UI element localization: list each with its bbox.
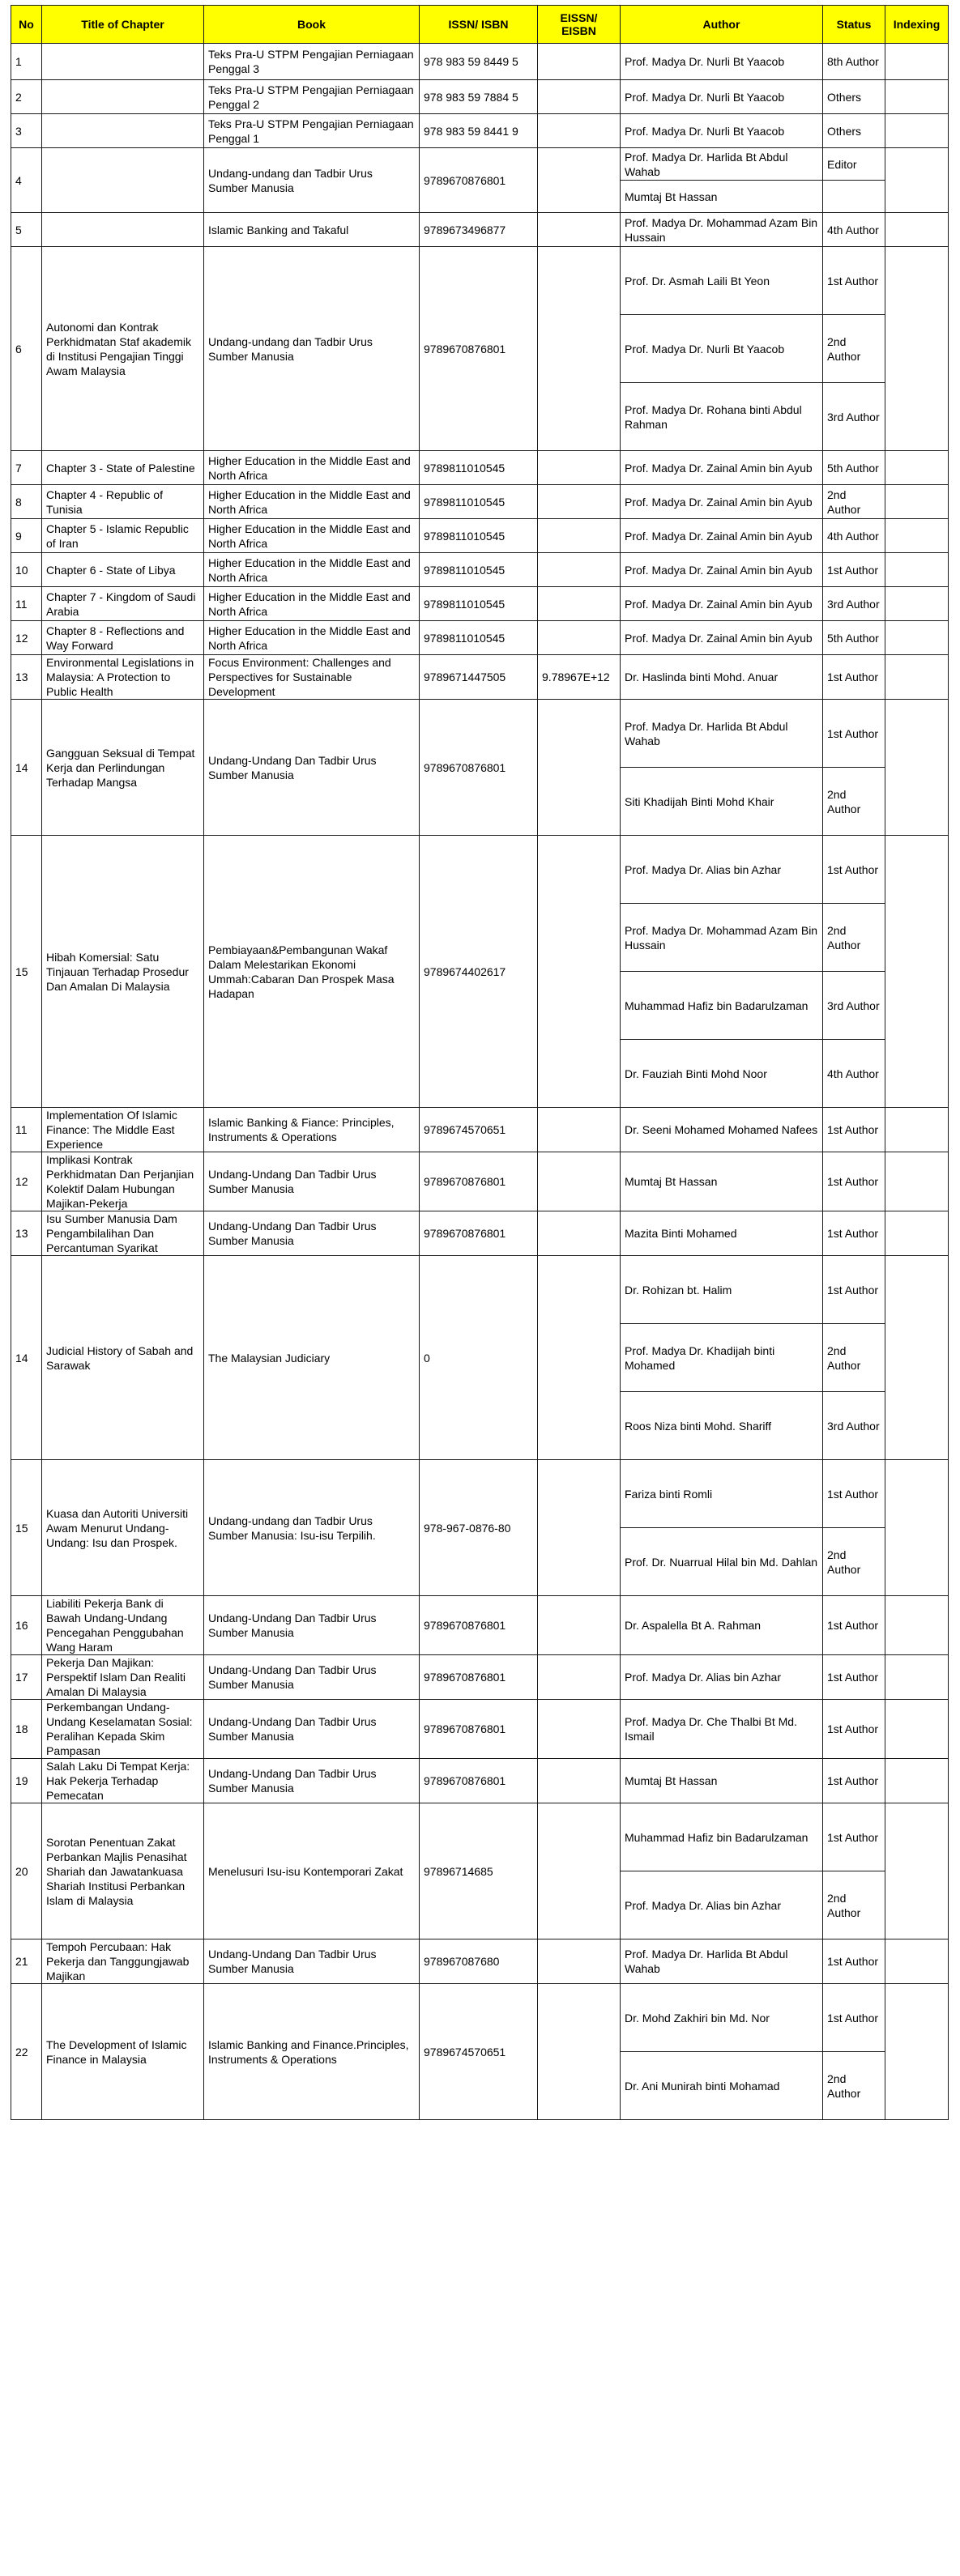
cell-isbn: 9789670876801 — [420, 700, 538, 836]
cell-eisbn — [538, 700, 621, 836]
cell-author: Muhammad Hafiz bin Badarulzaman — [621, 972, 823, 1040]
cell-author: Prof. Madya Dr. Mohammad Azam Bin Hussain — [621, 213, 823, 247]
cell-author: Prof. Madya Dr. Alias bin Azhar — [621, 836, 823, 904]
cell-indexing — [885, 1596, 949, 1655]
cell-title: Chapter 5 - Islamic Republic of Iran — [42, 519, 204, 553]
cell-eisbn — [538, 836, 621, 1108]
cell-title: Autonomi dan Kontrak Perkhidmatan Staf akademik di Institusi Pengajian Tinggi Awam Malaysia — [42, 247, 204, 451]
cell-isbn: 97896714685 — [420, 1803, 538, 1939]
cell-indexing — [885, 80, 949, 114]
cell-isbn: 9789811010545 — [420, 519, 538, 553]
cell-status: 1st Author — [823, 1596, 885, 1655]
cell-status: 2nd Author — [823, 904, 885, 972]
cell-author: Prof. Madya Dr. Zainal Amin bin Ayub — [621, 553, 823, 587]
cell-book: Undang-Undang Dan Tadbir Urus Sumber Manusia — [204, 700, 420, 836]
cell-author: Prof. Madya Dr. Harlida Bt Abdul Wahab — [621, 148, 823, 181]
cell-indexing — [885, 1211, 949, 1256]
cell-status: 2nd Author — [823, 1871, 885, 1939]
cell-status: 1st Author — [823, 1984, 885, 2052]
table-row — [11, 451, 949, 485]
cell-no: 1 — [11, 44, 42, 80]
cell-author: Prof. Madya Dr. Harlida Bt Abdul Wahab — [621, 700, 823, 768]
cell-isbn: 9789671447505 — [420, 655, 538, 700]
cell-author: Dr. Haslinda binti Mohd. Anuar — [621, 655, 823, 700]
cell-status: 4th Author — [823, 519, 885, 553]
cell-no: 15 — [11, 836, 42, 1108]
cell-author: Dr. Fauziah Binti Mohd Noor — [621, 1040, 823, 1108]
cell-eisbn — [538, 44, 621, 80]
cell-eisbn — [538, 1108, 621, 1152]
cell-no: 9 — [11, 519, 42, 553]
cell-status: 1st Author — [823, 1759, 885, 1803]
cell-isbn: 0 — [420, 1256, 538, 1460]
cell-status: 2nd Author — [823, 768, 885, 836]
table-row — [11, 1211, 949, 1256]
cell-title: Hibah Komersial: Satu Tinjauan Terhadap Prosedur Dan Amalan Di Malaysia — [42, 836, 204, 1108]
cell-author: Prof. Dr. Asmah Laili Bt Yeon — [621, 247, 823, 315]
cell-no: 3 — [11, 114, 42, 148]
cell-author: Prof. Madya Dr. Alias bin Azhar — [621, 1655, 823, 1700]
cell-book: Undang-undang dan Tadbir Urus Sumber Manusia — [204, 148, 420, 213]
cell-author: Roos Niza binti Mohd. Shariff — [621, 1392, 823, 1460]
cell-title: Kuasa dan Autoriti Universiti Awam Menurut Undang-Undang: Isu dan Prospek. — [42, 1460, 204, 1596]
cell-author: Prof. Madya Dr. Nurli Bt Yaacob — [621, 44, 823, 80]
cell-indexing — [885, 621, 949, 655]
cell-isbn: 978 983 59 7884 5 — [420, 80, 538, 114]
table-row — [11, 655, 949, 700]
cell-status: 8th Author — [823, 44, 885, 80]
cell-no: 14 — [11, 700, 42, 836]
cell-status: 1st Author — [823, 1803, 885, 1871]
cell-eisbn — [538, 1939, 621, 1984]
cell-status: 1st Author — [823, 1460, 885, 1528]
cell-isbn: 9789811010545 — [420, 451, 538, 485]
cell-book: Undang-Undang Dan Tadbir Urus Sumber Manusia — [204, 1596, 420, 1655]
cell-isbn: 9789670876801 — [420, 1655, 538, 1700]
cell-eisbn — [538, 1211, 621, 1256]
cell-author: Dr. Rohizan bt. Halim — [621, 1256, 823, 1324]
cell-status: 3rd Author — [823, 1392, 885, 1460]
cell-status: 3rd Author — [823, 972, 885, 1040]
cell-status: 1st Author — [823, 247, 885, 315]
cell-book: Undang-undang dan Tadbir Urus Sumber Manusia: Isu-isu Terpilih. — [204, 1460, 420, 1596]
cell-no: 12 — [11, 621, 42, 655]
cell-book: Higher Education in the Middle East and North Africa — [204, 553, 420, 587]
table-row — [11, 1803, 949, 1871]
cell-eisbn — [538, 1152, 621, 1211]
cell-book: Higher Education in the Middle East and North Africa — [204, 587, 420, 621]
cell-indexing — [885, 1759, 949, 1803]
cell-indexing — [885, 655, 949, 700]
table-row — [11, 1596, 949, 1655]
cell-author: Prof. Madya Dr. Che Thalbi Bt Md. Ismail — [621, 1700, 823, 1759]
cell-status: 3rd Author — [823, 383, 885, 451]
cell-title: Isu Sumber Manusia Dam Pengambilalihan Dan Percantuman Syarikat — [42, 1211, 204, 1256]
cell-book: Undang-Undang Dan Tadbir Urus Sumber Manusia — [204, 1211, 420, 1256]
cell-isbn: 9789811010545 — [420, 621, 538, 655]
cell-no: 13 — [11, 655, 42, 700]
header-author: Author — [621, 6, 823, 44]
cell-book: Islamic Banking and Finance.Principles, Instruments & Operations — [204, 1984, 420, 2120]
cell-status: 1st Author — [823, 700, 885, 768]
cell-status: Others — [823, 80, 885, 114]
cell-indexing — [885, 836, 949, 1108]
cell-author: Dr. Seeni Mohamed Mohamed Nafees — [621, 1108, 823, 1152]
cell-eisbn — [538, 1759, 621, 1803]
cell-eisbn — [538, 1984, 621, 2120]
cell-status: 1st Author — [823, 655, 885, 700]
table-row — [11, 836, 949, 904]
cell-no: 2 — [11, 80, 42, 114]
cell-title: Salah Laku Di Tempat Kerja: Hak Pekerja Terhadap Pemecatan — [42, 1759, 204, 1803]
cell-status: 1st Author — [823, 1256, 885, 1324]
cell-indexing — [885, 1655, 949, 1700]
cell-title: Judicial History of Sabah and Sarawak — [42, 1256, 204, 1460]
cell-book: Undang-Undang Dan Tadbir Urus Sumber Manusia — [204, 1759, 420, 1803]
cell-book: Undang-Undang Dan Tadbir Urus Sumber Manusia — [204, 1655, 420, 1700]
cell-title: Chapter 3 - State of Palestine — [42, 451, 204, 485]
cell-status: 1st Author — [823, 1655, 885, 1700]
cell-status: 2nd Author — [823, 1324, 885, 1392]
cell-author: Prof. Madya Dr. Khadijah binti Mohamed — [621, 1324, 823, 1392]
cell-eisbn — [538, 1803, 621, 1939]
cell-title — [42, 44, 204, 80]
cell-book: Teks Pra-U STPM Pengajian Perniagaan Penggal 3 — [204, 44, 420, 80]
cell-indexing — [885, 1256, 949, 1460]
cell-no: 22 — [11, 1984, 42, 2120]
cell-eisbn — [538, 114, 621, 148]
cell-isbn: 9789670876801 — [420, 1211, 538, 1256]
cell-author: Prof. Madya Dr. Nurli Bt Yaacob — [621, 80, 823, 114]
cell-isbn: 9789670876801 — [420, 1152, 538, 1211]
table-row — [11, 1700, 949, 1759]
cell-no: 15 — [11, 1460, 42, 1596]
cell-no: 18 — [11, 1700, 42, 1759]
cell-book: Higher Education in the Middle East and North Africa — [204, 451, 420, 485]
cell-title: Chapter 7 - Kingdom of Saudi Arabia — [42, 587, 204, 621]
cell-eisbn — [538, 148, 621, 213]
cell-isbn: 978967087680 — [420, 1939, 538, 1984]
table-row — [11, 247, 949, 315]
cell-eisbn — [538, 213, 621, 247]
cell-status: 4th Author — [823, 1040, 885, 1108]
cell-title: Chapter 4 - Republic of Tunisia — [42, 485, 204, 519]
cell-eisbn — [538, 1655, 621, 1700]
cell-author: Mumtaj Bt Hassan — [621, 1152, 823, 1211]
cell-author: Prof. Madya Dr. Nurli Bt Yaacob — [621, 315, 823, 383]
cell-no: 14 — [11, 1256, 42, 1460]
header-row — [11, 6, 949, 44]
cell-book: The Malaysian Judiciary — [204, 1256, 420, 1460]
cell-title: The Development of Islamic Finance in Malaysia — [42, 1984, 204, 2120]
cell-isbn: 9789670876801 — [420, 1596, 538, 1655]
cell-status: 1st Author — [823, 1108, 885, 1152]
table-row — [11, 1152, 949, 1211]
cell-indexing — [885, 451, 949, 485]
cell-no: 20 — [11, 1803, 42, 1939]
cell-status: 1st Author — [823, 1152, 885, 1211]
table-row — [11, 700, 949, 768]
cell-no: 17 — [11, 1655, 42, 1700]
cell-title: Sorotan Penentuan Zakat Perbankan Majlis Penasihat Shariah dan Jawatankuasa Shariah Institusi Perbankan Islam di Malaysia — [42, 1803, 204, 1939]
cell-book: Teks Pra-U STPM Pengajian Perniagaan Penggal 2 — [204, 80, 420, 114]
cell-status: 4th Author — [823, 213, 885, 247]
cell-author: Prof. Madya Dr. Harlida Bt Abdul Wahab — [621, 1939, 823, 1984]
table-row — [11, 519, 949, 553]
cell-author: Mazita Binti Mohamed — [621, 1211, 823, 1256]
cell-no: 8 — [11, 485, 42, 519]
cell-author: Prof. Madya Dr. Zainal Amin bin Ayub — [621, 485, 823, 519]
cell-isbn: 9789674570651 — [420, 1108, 538, 1152]
cell-book: Teks Pra-U STPM Pengajian Perniagaan Penggal 1 — [204, 114, 420, 148]
cell-no: 4 — [11, 148, 42, 213]
cell-book: Pembiayaan&Pembangunan Wakaf Dalam Melestarikan Ekonomi Ummah:Cabaran Dan Prospek Masa Hadapan — [204, 836, 420, 1108]
table-row — [11, 621, 949, 655]
cell-no: 16 — [11, 1596, 42, 1655]
table-body — [11, 44, 949, 2120]
cell-isbn: 9789674570651 — [420, 1984, 538, 2120]
header-issn-isbn: ISSN/ ISBN — [420, 6, 538, 44]
cell-eisbn — [538, 1596, 621, 1655]
cell-isbn: 978 983 59 8449 5 — [420, 44, 538, 80]
cell-status: 1st Author — [823, 1700, 885, 1759]
table-row — [11, 1984, 949, 2052]
table-row — [11, 1108, 949, 1152]
cell-indexing — [885, 1460, 949, 1596]
cell-eisbn — [538, 587, 621, 621]
cell-indexing — [885, 553, 949, 587]
cell-indexing — [885, 700, 949, 836]
cell-title: Environmental Legislations in Malaysia: A Protection to Public Health — [42, 655, 204, 700]
cell-eisbn — [538, 621, 621, 655]
cell-book: Higher Education in the Middle East and North Africa — [204, 621, 420, 655]
cell-author: Prof. Madya Dr. Alias bin Azhar — [621, 1871, 823, 1939]
cell-title: Pekerja Dan Majikan: Perspektif Islam Dan Realiti Amalan Di Malaysia — [42, 1655, 204, 1700]
cell-eisbn — [538, 1700, 621, 1759]
cell-indexing — [885, 485, 949, 519]
cell-indexing — [885, 519, 949, 553]
cell-indexing — [885, 148, 949, 213]
cell-author: Dr. Mohd Zakhiri bin Md. Nor — [621, 1984, 823, 2052]
table-row — [11, 80, 949, 114]
table-row — [11, 1460, 949, 1528]
cell-indexing — [885, 1984, 949, 2120]
header-no: No — [11, 6, 42, 44]
cell-status: 1st Author — [823, 1211, 885, 1256]
cell-no: 11 — [11, 587, 42, 621]
cell-title — [42, 80, 204, 114]
cell-author: Mumtaj Bt Hassan — [621, 181, 823, 213]
cell-title: Tempoh Percubaan: Hak Pekerja dan Tanggungjawab Majikan — [42, 1939, 204, 1984]
cell-indexing — [885, 1700, 949, 1759]
cell-indexing — [885, 247, 949, 451]
table-row — [11, 114, 949, 148]
cell-status — [823, 181, 885, 213]
table-row — [11, 1939, 949, 1984]
cell-author: Dr. Ani Munirah binti Mohamad — [621, 2052, 823, 2120]
cell-isbn: 9789811010545 — [420, 485, 538, 519]
cell-eisbn: 9.78967E+12 — [538, 655, 621, 700]
cell-title: Chapter 6 - State of Libya — [42, 553, 204, 587]
cell-indexing — [885, 1803, 949, 1939]
cell-author: Prof. Madya Dr. Mohammad Azam Bin Hussain — [621, 904, 823, 972]
cell-status: 3rd Author — [823, 587, 885, 621]
cell-indexing — [885, 587, 949, 621]
table-row — [11, 1655, 949, 1700]
cell-status: 1st Author — [823, 553, 885, 587]
cell-status: 2nd Author — [823, 315, 885, 383]
cell-no: 12 — [11, 1152, 42, 1211]
cell-eisbn — [538, 451, 621, 485]
header-title-of-chapter: Title of Chapter — [42, 6, 204, 44]
cell-no: 21 — [11, 1939, 42, 1984]
cell-book: Islamic Banking and Takaful — [204, 213, 420, 247]
cell-no: 10 — [11, 553, 42, 587]
header-book: Book — [204, 6, 420, 44]
header-eissn-eisbn: EISSN/ EISBN — [538, 6, 621, 44]
cell-status: 1st Author — [823, 1939, 885, 1984]
cell-status: Others — [823, 114, 885, 148]
cell-eisbn — [538, 247, 621, 451]
cell-eisbn — [538, 485, 621, 519]
cell-isbn: 9789673496877 — [420, 213, 538, 247]
cell-isbn: 9789670876801 — [420, 1759, 538, 1803]
cell-title: Perkembangan Undang-Undang Keselamatan Sosial: Peralihan Kepada Skim Pampasan — [42, 1700, 204, 1759]
cell-isbn: 978 983 59 8441 9 — [420, 114, 538, 148]
cell-title — [42, 114, 204, 148]
table-row — [11, 44, 949, 80]
cell-no: 6 — [11, 247, 42, 451]
publications-table — [11, 5, 949, 2120]
cell-title: Implikasi Kontrak Perkhidmatan Dan Perjanjian Kolektif Dalam Hubungan Majikan-Pekerja — [42, 1152, 204, 1211]
cell-no: 13 — [11, 1211, 42, 1256]
cell-status: 2nd Author — [823, 485, 885, 519]
cell-title — [42, 213, 204, 247]
table-row — [11, 553, 949, 587]
cell-title: Chapter 8 - Reflections and Way Forward — [42, 621, 204, 655]
cell-title: Liabiliti Pekerja Bank di Bawah Undang-Undang Pencegahan Penggubahan Wang Haram — [42, 1596, 204, 1655]
table-row — [11, 1256, 949, 1324]
cell-book: Undang-Undang Dan Tadbir Urus Sumber Manusia — [204, 1939, 420, 1984]
cell-title: Gangguan Seksual di Tempat Kerja dan Perlindungan Terhadap Mangsa — [42, 700, 204, 836]
cell-eisbn — [538, 553, 621, 587]
cell-no: 7 — [11, 451, 42, 485]
cell-book: Menelusuri Isu-isu Kontemporari Zakat — [204, 1803, 420, 1939]
cell-author: Prof. Madya Dr. Zainal Amin bin Ayub — [621, 519, 823, 553]
cell-author: Prof. Madya Dr. Rohana binti Abdul Rahman — [621, 383, 823, 451]
cell-isbn: 978-967-0876-80 — [420, 1460, 538, 1596]
cell-book: Islamic Banking & Fiance: Principles, Instruments & Operations — [204, 1108, 420, 1152]
cell-book: Focus Environment: Challenges and Perspectives for Sustainable Development — [204, 655, 420, 700]
cell-author: Siti Khadijah Binti Mohd Khair — [621, 768, 823, 836]
table-row — [11, 1759, 949, 1803]
header-status: Status — [823, 6, 885, 44]
table-row — [11, 587, 949, 621]
cell-isbn: 9789674402617 — [420, 836, 538, 1108]
cell-status: Editor — [823, 148, 885, 181]
cell-book: Higher Education in the Middle East and North Africa — [204, 485, 420, 519]
cell-status: 2nd Author — [823, 1528, 885, 1596]
header-indexing: Indexing — [885, 6, 949, 44]
cell-status: 5th Author — [823, 451, 885, 485]
table-row — [11, 485, 949, 519]
cell-book: Higher Education in the Middle East and North Africa — [204, 519, 420, 553]
cell-isbn: 9789670876801 — [420, 148, 538, 213]
cell-book: Undang-undang dan Tadbir Urus Sumber Manusia — [204, 247, 420, 451]
cell-no: 19 — [11, 1759, 42, 1803]
table-row — [11, 213, 949, 247]
cell-indexing — [885, 213, 949, 247]
cell-author: Prof. Dr. Nuarrual Hilal bin Md. Dahlan — [621, 1528, 823, 1596]
cell-eisbn — [538, 1460, 621, 1596]
cell-isbn: 9789670876801 — [420, 247, 538, 451]
cell-isbn: 9789811010545 — [420, 553, 538, 587]
cell-book: Undang-Undang Dan Tadbir Urus Sumber Manusia — [204, 1700, 420, 1759]
cell-no: 5 — [11, 213, 42, 247]
cell-status: 1st Author — [823, 836, 885, 904]
cell-author: Prof. Madya Dr. Zainal Amin bin Ayub — [621, 621, 823, 655]
cell-eisbn — [538, 519, 621, 553]
cell-indexing — [885, 1152, 949, 1211]
cell-status: 2nd Author — [823, 2052, 885, 2120]
cell-title — [42, 148, 204, 213]
cell-author: Prof. Madya Dr. Zainal Amin bin Ayub — [621, 587, 823, 621]
cell-isbn: 9789811010545 — [420, 587, 538, 621]
cell-author: Mumtaj Bt Hassan — [621, 1759, 823, 1803]
cell-status: 5th Author — [823, 621, 885, 655]
cell-author: Dr. Aspalella Bt A. Rahman — [621, 1596, 823, 1655]
cell-indexing — [885, 114, 949, 148]
cell-indexing — [885, 1108, 949, 1152]
cell-no: 11 — [11, 1108, 42, 1152]
cell-eisbn — [538, 1256, 621, 1460]
cell-isbn: 9789670876801 — [420, 1700, 538, 1759]
cell-title: Implementation Of Islamic Finance: The Middle East Experience — [42, 1108, 204, 1152]
cell-author: Prof. Madya Dr. Nurli Bt Yaacob — [621, 114, 823, 148]
cell-indexing — [885, 1939, 949, 1984]
cell-author: Prof. Madya Dr. Zainal Amin bin Ayub — [621, 451, 823, 485]
cell-book: Undang-Undang Dan Tadbir Urus Sumber Manusia — [204, 1152, 420, 1211]
cell-author: Fariza binti Romli — [621, 1460, 823, 1528]
table-row — [11, 148, 949, 181]
cell-author: Muhammad Hafiz bin Badarulzaman — [621, 1803, 823, 1871]
cell-eisbn — [538, 80, 621, 114]
cell-indexing — [885, 44, 949, 80]
